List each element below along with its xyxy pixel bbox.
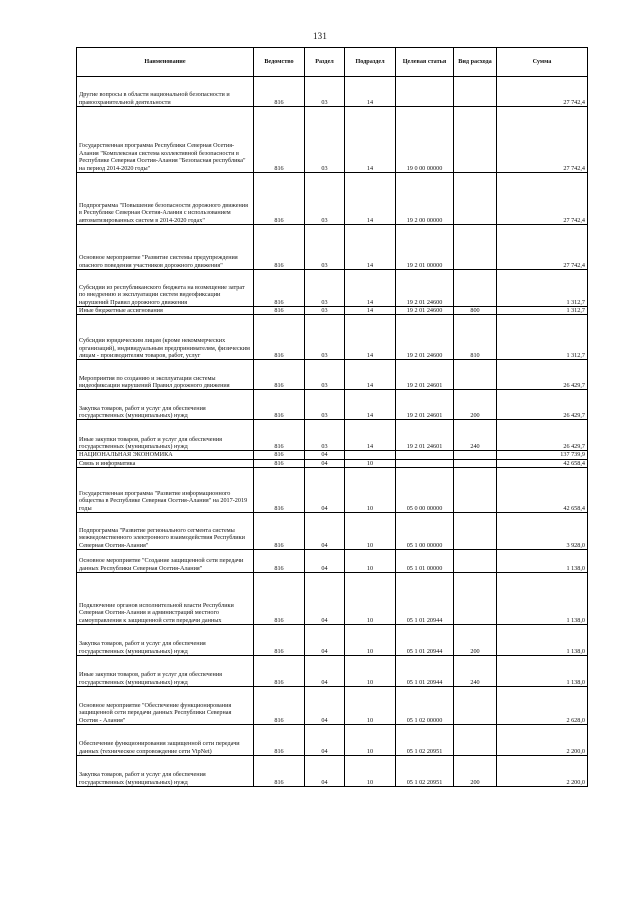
table-row (77, 225, 588, 270)
row-section-cell: 03 (305, 270, 345, 307)
table-row (77, 307, 588, 315)
row-department-cell: 816 (254, 420, 305, 451)
budget-table (76, 47, 588, 787)
row-section-cell: 04 (305, 451, 345, 459)
row-name-cell: Мероприятия по созданию и эксплуатации системы видеофиксации нарушений Правил дорожного движения (77, 360, 254, 390)
row-sum-cell: 1 312,7 (497, 307, 588, 315)
row-target-item-cell: 19 2 01 24601 (396, 360, 454, 390)
column-header-subsection: Подраздел (345, 48, 396, 77)
row-expense-type-cell: 240 (454, 420, 497, 451)
row-department-cell: 816 (254, 468, 305, 513)
row-department-cell: 816 (254, 756, 305, 787)
row-subsection-cell: 14 (345, 173, 396, 225)
table-row (77, 756, 588, 787)
row-sum-cell: 27 742,4 (497, 107, 588, 173)
row-department-cell: 816 (254, 725, 305, 756)
row-department-cell: 816 (254, 687, 305, 725)
table-row (77, 573, 588, 625)
row-sum-cell: 1 138,0 (497, 573, 588, 625)
column-header-name: Наименование (77, 48, 254, 77)
row-expense-type-cell (454, 270, 497, 307)
table-row (77, 173, 588, 225)
row-subsection-cell: 10 (345, 687, 396, 725)
page-number: 131 (312, 31, 328, 41)
row-section-cell: 04 (305, 687, 345, 725)
row-name-cell: Иные закупки товаров, работ и услуг для обеспечения государственных (муниципальных) нужд (77, 420, 254, 451)
row-subsection-cell: 14 (345, 77, 396, 107)
row-department-cell: 816 (254, 459, 305, 467)
row-expense-type-cell: 810 (454, 315, 497, 360)
row-target-item-cell: 05 1 01 20944 (396, 656, 454, 687)
row-section-cell: 03 (305, 107, 345, 173)
row-sum-cell: 2 200,0 (497, 725, 588, 756)
row-sum-cell: 137 739,9 (497, 451, 588, 459)
row-subsection-cell: 14 (345, 225, 396, 270)
table-row (77, 656, 588, 687)
row-subsection-cell: 14 (345, 360, 396, 390)
row-name-cell: Обеспечение функционирования защищенной сети передачи данных (техническое сопровождение сети VipNet) (77, 725, 254, 756)
column-header-department: Ведомство (254, 48, 305, 77)
row-section-cell: 04 (305, 725, 345, 756)
row-sum-cell: 2 628,0 (497, 687, 588, 725)
row-section-cell: 03 (305, 315, 345, 360)
row-expense-type-cell (454, 107, 497, 173)
row-sum-cell: 42 658,4 (497, 468, 588, 513)
row-department-cell: 816 (254, 513, 305, 550)
row-expense-type-cell (454, 725, 497, 756)
column-header-sum: Сумма (497, 48, 588, 77)
row-sum-cell: 2 200,0 (497, 756, 588, 787)
row-section-cell: 03 (305, 173, 345, 225)
row-sum-cell: 1 312,7 (497, 270, 588, 307)
row-section-cell: 03 (305, 225, 345, 270)
column-header-target-item: Целевая статья (396, 48, 454, 77)
row-target-item-cell: 19 2 01 24600 (396, 315, 454, 360)
row-expense-type-cell (454, 459, 497, 467)
row-target-item-cell (396, 77, 454, 107)
row-target-item-cell: 05 1 02 20951 (396, 756, 454, 787)
row-section-cell: 04 (305, 513, 345, 550)
row-name-cell: Иные закупки товаров, работ и услуг для обеспечения государственных (муниципальных) нужд (77, 656, 254, 687)
row-name-cell: Основное мероприятие "Обеспечение функционирования защищенной сети передачи данных Республики Северная Осетия - Алания" (77, 687, 254, 725)
row-department-cell: 816 (254, 225, 305, 270)
row-target-item-cell: 05 1 01 00000 (396, 550, 454, 573)
row-target-item-cell: 05 1 02 20951 (396, 725, 454, 756)
table-row (77, 315, 588, 360)
row-expense-type-cell: 200 (454, 756, 497, 787)
row-department-cell: 816 (254, 656, 305, 687)
row-sum-cell: 27 742,4 (497, 173, 588, 225)
row-expense-type-cell (454, 513, 497, 550)
table-row (77, 451, 588, 459)
row-department-cell: 816 (254, 360, 305, 390)
row-expense-type-cell: 240 (454, 656, 497, 687)
row-expense-type-cell (454, 468, 497, 513)
table-row (77, 550, 588, 573)
row-target-item-cell: 19 2 01 00000 (396, 225, 454, 270)
row-subsection-cell (345, 451, 396, 459)
row-target-item-cell: 19 2 00 00000 (396, 173, 454, 225)
row-department-cell: 816 (254, 270, 305, 307)
row-name-cell: Подпрограмма "Развитие регионального сегмента системы межведомственного электронного взаимодействия Республики Северная Осетия-Алания" (77, 513, 254, 550)
row-name-cell: Субсидии юридическим лицам (кроме некоммерческих организаций), индивидуальным предпринимателям, физическим лицам - производителям товаров, работ, услуг (77, 315, 254, 360)
column-header-expense-type: Вид расхода (454, 48, 497, 77)
row-name-cell: Другие вопросы в области национальной безопасности и правоохранительной деятельности (77, 77, 254, 107)
table-row (77, 725, 588, 756)
row-department-cell: 816 (254, 315, 305, 360)
row-section-cell: 04 (305, 756, 345, 787)
row-name-cell: Закупка товаров, работ и услуг для обеспечения государственных (муниципальных) нужд (77, 756, 254, 787)
table-row (77, 270, 588, 307)
row-expense-type-cell (454, 451, 497, 459)
row-section-cell: 03 (305, 420, 345, 451)
row-subsection-cell: 14 (345, 307, 396, 315)
row-target-item-cell: 19 2 01 24601 (396, 420, 454, 451)
table-row (77, 420, 588, 451)
row-subsection-cell: 10 (345, 756, 396, 787)
row-expense-type-cell (454, 573, 497, 625)
row-subsection-cell: 10 (345, 550, 396, 573)
row-subsection-cell: 14 (345, 420, 396, 451)
row-target-item-cell: 05 0 00 00000 (396, 468, 454, 513)
row-subsection-cell: 10 (345, 468, 396, 513)
row-target-item-cell: 19 0 00 00000 (396, 107, 454, 173)
row-expense-type-cell: 200 (454, 625, 497, 656)
row-section-cell: 04 (305, 468, 345, 513)
row-section-cell: 03 (305, 390, 345, 420)
row-department-cell: 816 (254, 390, 305, 420)
row-sum-cell: 1 312,7 (497, 315, 588, 360)
row-name-cell: Закупка товаров, работ и услуг для обеспечения государственных (муниципальных) нужд (77, 390, 254, 420)
row-department-cell: 816 (254, 107, 305, 173)
row-name-cell: Государственная программа "Развитие информационного общества в Республике Северная Осетия-Алания" на 2017-2019 годы (77, 468, 254, 513)
row-target-item-cell: 05 1 02 00000 (396, 687, 454, 725)
row-name-cell: Иные бюджетные ассигнования (77, 307, 254, 315)
column-header-section: Раздел (305, 48, 345, 77)
row-target-item-cell (396, 451, 454, 459)
row-name-cell: Субсидии из республиканского бюджета на возмещение затрат по внедрению и эксплуатации систем видеофиксации нарушений Правил дорожного движения (77, 270, 254, 307)
row-name-cell: Связь и информатика (77, 459, 254, 467)
row-expense-type-cell (454, 687, 497, 725)
table-row (77, 107, 588, 173)
row-target-item-cell: 19 2 01 24600 (396, 270, 454, 307)
row-sum-cell: 1 138,0 (497, 656, 588, 687)
row-department-cell: 816 (254, 173, 305, 225)
row-target-item-cell: 05 1 01 20944 (396, 573, 454, 625)
row-subsection-cell: 10 (345, 459, 396, 467)
row-sum-cell: 27 742,4 (497, 225, 588, 270)
row-subsection-cell: 10 (345, 513, 396, 550)
row-section-cell: 03 (305, 360, 345, 390)
row-expense-type-cell (454, 360, 497, 390)
row-section-cell: 03 (305, 77, 345, 107)
row-department-cell: 816 (254, 573, 305, 625)
row-name-cell: Основное мероприятие "Создание защищенной сети передачи данных Республики Северная Осетия-Алания" (77, 550, 254, 573)
table-row (77, 77, 588, 107)
row-subsection-cell: 14 (345, 107, 396, 173)
row-target-item-cell (396, 459, 454, 467)
row-department-cell: 816 (254, 77, 305, 107)
row-target-item-cell: 05 1 00 00000 (396, 513, 454, 550)
row-expense-type-cell (454, 77, 497, 107)
row-expense-type-cell (454, 225, 497, 270)
row-name-cell: Основное мероприятие "Развитие системы предупреждения опасного поведения участников дорожного движения" (77, 225, 254, 270)
row-sum-cell: 27 742,4 (497, 77, 588, 107)
row-subsection-cell: 14 (345, 315, 396, 360)
row-section-cell: 04 (305, 550, 345, 573)
row-target-item-cell: 05 1 01 20944 (396, 625, 454, 656)
row-section-cell: 04 (305, 459, 345, 467)
row-target-item-cell: 19 2 01 24601 (396, 390, 454, 420)
row-name-cell: Государственная программа Республики Северная Осетия-Алания "Комплексная система коллективной безопасности в Республике Северная Осетия-Алания "Безопасная республика" на период 2014-2020 годы" (77, 107, 254, 173)
row-expense-type-cell (454, 550, 497, 573)
row-expense-type-cell: 800 (454, 307, 497, 315)
row-department-cell: 816 (254, 307, 305, 315)
row-name-cell: Закупка товаров, работ и услуг для обеспечения государственных (муниципальных) нужд (77, 625, 254, 656)
table-row (77, 513, 588, 550)
row-department-cell: 816 (254, 451, 305, 459)
row-expense-type-cell: 200 (454, 390, 497, 420)
table-row (77, 687, 588, 725)
row-expense-type-cell (454, 173, 497, 225)
table-header-row (77, 48, 588, 77)
row-sum-cell: 42 658,4 (497, 459, 588, 467)
row-section-cell: 04 (305, 625, 345, 656)
row-subsection-cell: 10 (345, 625, 396, 656)
row-sum-cell: 26 429,7 (497, 360, 588, 390)
row-sum-cell: 1 138,0 (497, 625, 588, 656)
row-section-cell: 04 (305, 573, 345, 625)
row-sum-cell: 26 429,7 (497, 420, 588, 451)
row-subsection-cell: 10 (345, 573, 396, 625)
table-row (77, 468, 588, 513)
table-row (77, 459, 588, 467)
row-subsection-cell: 14 (345, 390, 396, 420)
row-sum-cell: 3 928,0 (497, 513, 588, 550)
row-subsection-cell: 14 (345, 270, 396, 307)
row-name-cell: Подпрограмма "Повышение безопасности дорожного движения в Республике Северная Осетия-Алания с использованием автоматизированных систем в 2014-2020 годах" (77, 173, 254, 225)
row-subsection-cell: 10 (345, 725, 396, 756)
table-row (77, 360, 588, 390)
row-target-item-cell: 19 2 01 24600 (396, 307, 454, 315)
table-row (77, 390, 588, 420)
table-row (77, 625, 588, 656)
row-subsection-cell: 10 (345, 656, 396, 687)
row-name-cell: Подключение органов исполнительной власти Республики Северная Осетия-Алания и администраций местного самоуправления к защищенной сети передачи данных (77, 573, 254, 625)
row-department-cell: 816 (254, 550, 305, 573)
row-department-cell: 816 (254, 625, 305, 656)
row-section-cell: 04 (305, 656, 345, 687)
row-sum-cell: 26 429,7 (497, 390, 588, 420)
row-section-cell: 03 (305, 307, 345, 315)
row-sum-cell: 1 138,0 (497, 550, 588, 573)
row-name-cell: НАЦИОНАЛЬНАЯ ЭКОНОМИКА (77, 451, 254, 459)
